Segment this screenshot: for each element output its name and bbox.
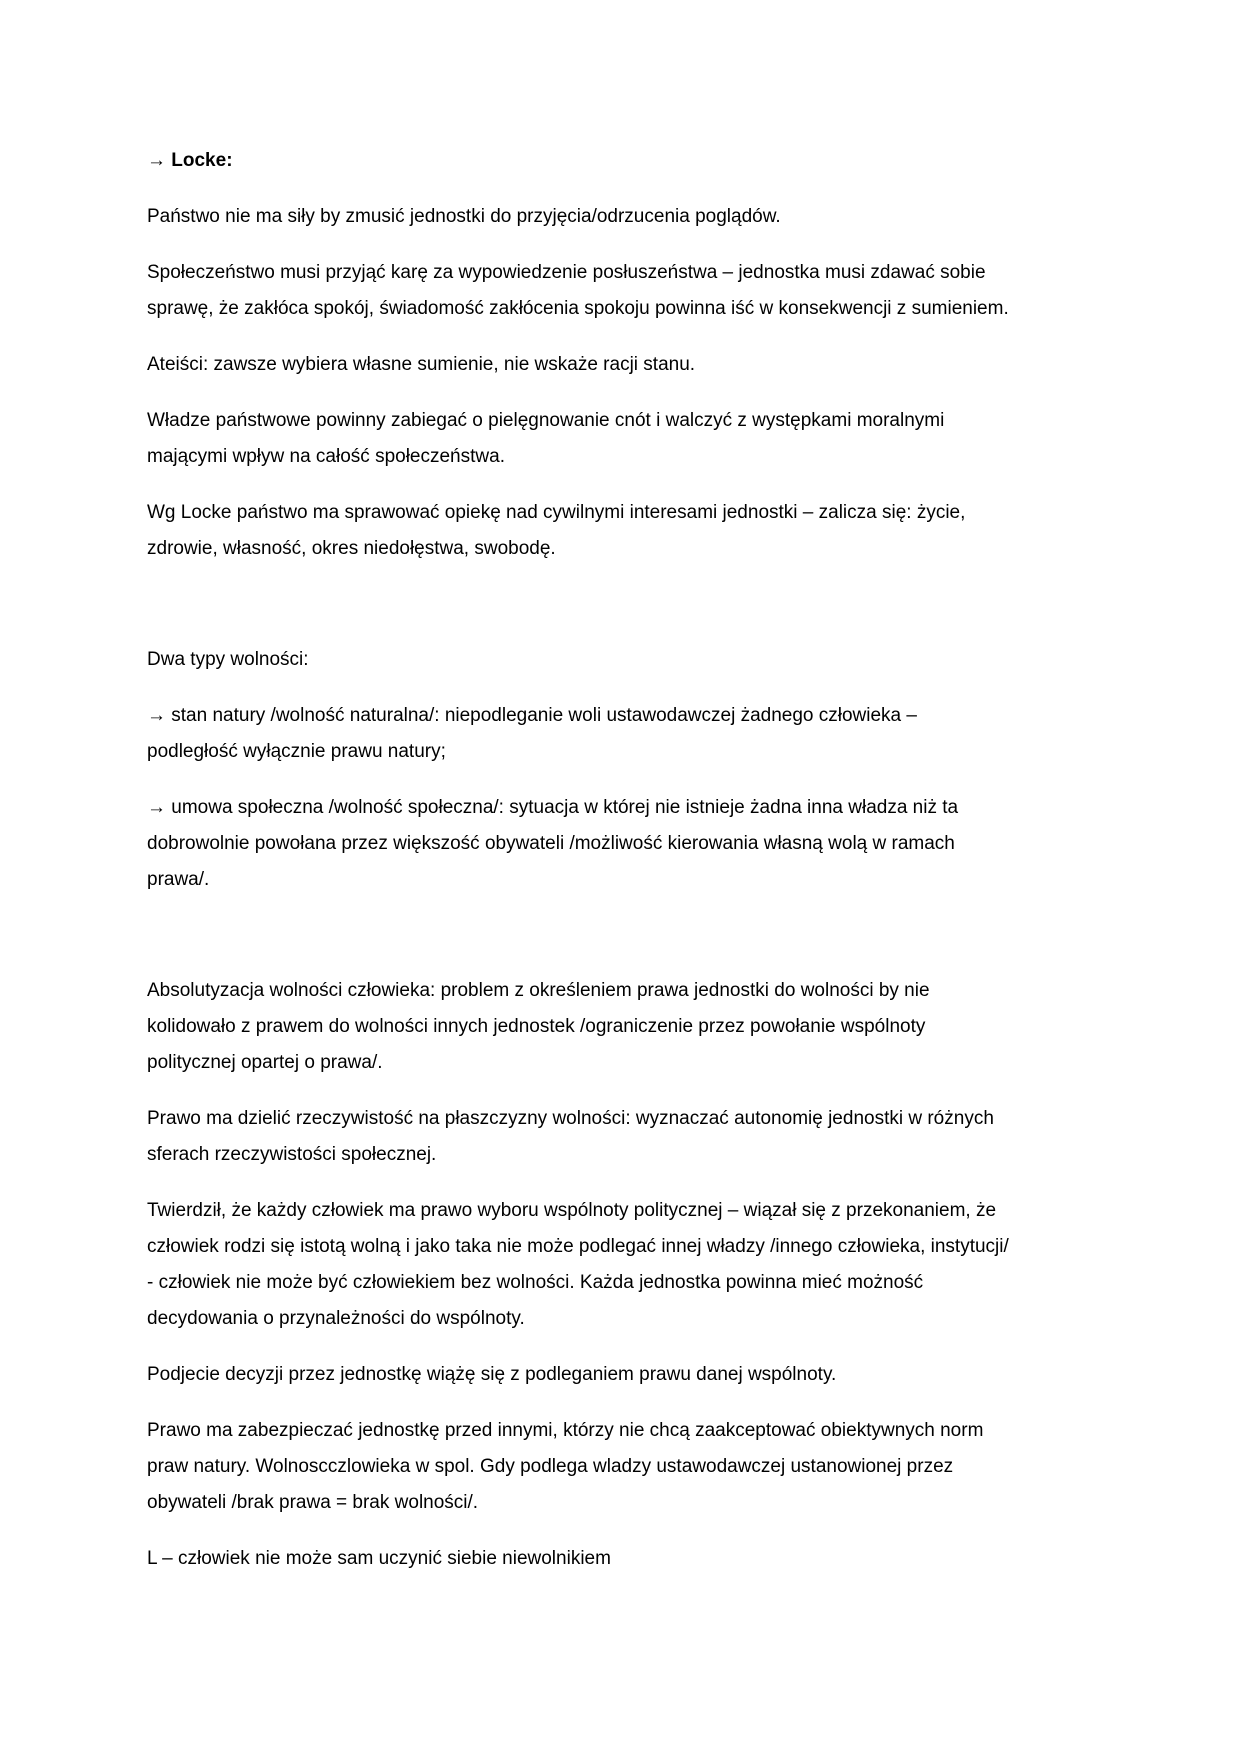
paragraph: L – człowiek nie może sam uczynić siebie niewolnikiem (147, 1548, 611, 1569)
paragraph: Wg Locke państwo ma sprawować opiekę nad cywilnymi interesami jednostki – zalicza się: życie, zdrowie, własność, okres niedołęstwa, swobodę. (147, 502, 966, 559)
paragraph: Państwo nie ma siły by zmusić jednostki do przyjęcia/odrzucenia poglądów. (147, 206, 781, 227)
paragraph: Prawo ma dzielić rzeczywistość na płaszczyzny wolności: wyznaczać autonomię jednostki w różnych sferach rzeczywistości społecznej. (147, 1108, 994, 1165)
paragraph: Dwa typy wolności: (147, 649, 309, 670)
paragraph: Społeczeństwo musi przyjąć karę za wypowiedzenie posłuszeństwa – jednostka musi zdawać sobie sprawę, że zakłóca spokój, świadomość zakłócenia spokoju powinna iść w konsekwencji z sumieniem. (147, 262, 1009, 319)
section-locke-state (147, 199, 1107, 567)
heading: → Locke: (147, 150, 233, 171)
section-gap (147, 918, 1107, 973)
paragraph: Twierdził, że każdy człowiek ma prawo wyboru wspólnoty politycznej – wiązał się z przekonaniem, że człowiek rodzi się istotą wolną i jako taka nie może podlegać innej władzy /innego człowieka, instytucji/ - człowiek nie może być człowiekiem bez wolności. Każda jednostka powinna mieć możność decydowania o przynależności do wspólnoty. (147, 1200, 1009, 1329)
paragraph: Absolutyzacja wolności człowieka: problem z określeniem prawa jednostki do wolności by nie kolidowało z prawem do wolności innych jednostek /ograniczenie przez powołanie wspólnoty politycznej opartej o prawa/. (147, 980, 930, 1073)
paragraph: → umowa społeczna /wolność społeczna/: sytuacja w której nie istnieje żadna inna władza niż ta dobrowolnie powołana przez większość obywateli /możliwość kierowania własną wolą w ramach prawa/. (147, 797, 959, 890)
paragraph: → stan natury /wolność naturalna/: niepodleganie woli ustawodawczej żadnego człowieka – podległość wyłącznie prawu natury; (147, 705, 917, 762)
section-absolutization (147, 973, 1107, 1577)
paragraph: Ateiści: zawsze wybiera własne sumienie, nie wskaże racji stanu. (147, 354, 696, 375)
document-page (147, 143, 1107, 1597)
paragraph: Prawo ma zabezpieczać jednostkę przed innymi, którzy nie chcą zaakceptować obiektywnych norm praw natury. Wolnoscczlowieka w spol. Gdy podlega wladzy ustawodawczej ustanowionej przez obywateli /brak prawa = brak wolności/. (147, 1420, 984, 1513)
paragraph: Podjecie decyzji przez jednostkę wiążę się z podleganiem prawu danej wspólnoty. (147, 1364, 837, 1385)
paragraph: Władze państwowe powinny zabiegać o pielęgnowanie cnót i walczyć z występkami moralnymi mającymi wpływ na całość społeczeństwa. (147, 410, 945, 467)
section-gap (147, 587, 1107, 642)
section-freedom-types (147, 642, 1107, 898)
